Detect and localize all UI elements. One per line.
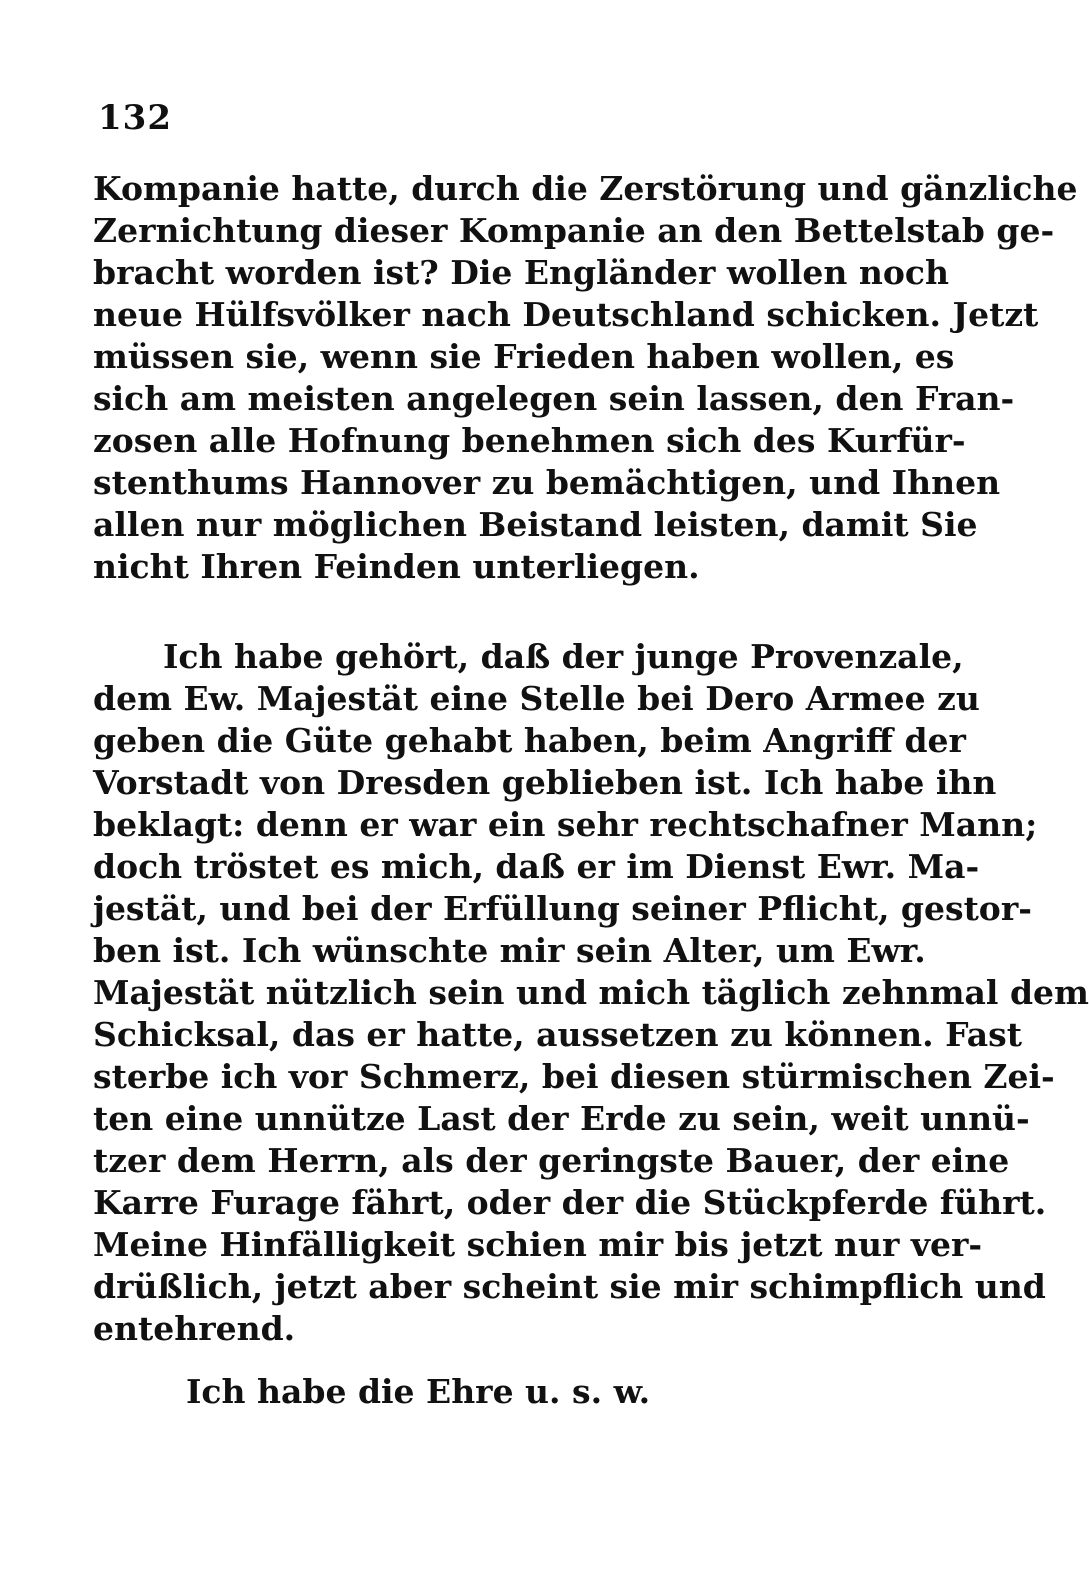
text-line: allen nur möglichen Beistand leisten, damit Sie	[93, 505, 978, 544]
closing-line	[93, 1371, 821, 1413]
text-line: jestät, und bei der Erfüllung seiner Pflicht, gestor-	[93, 889, 1032, 928]
page-number: 132	[98, 98, 172, 138]
text-line: stenthums Hannover zu bemächtigen, und Ihnen	[93, 463, 1001, 502]
text-line: Vorstadt von Dresden geblieben ist. Ich habe ihn	[93, 763, 997, 802]
text-line: zosen alle Hofnung benehmen sich des Kurfür-	[93, 421, 966, 460]
text-line: dem Ew. Majestät eine Stelle bei Dero Armee zu	[93, 679, 980, 718]
text-line: nicht Ihren Feinden unterliegen.	[93, 547, 700, 586]
paragraph-2	[93, 636, 1089, 1350]
text-line: Zernichtung dieser Kompanie an den Bettelstab ge-	[93, 211, 1055, 250]
text-line: drüßlich, jetzt aber scheint sie mir schimpflich und	[93, 1267, 1046, 1306]
text-line: Kompanie hatte, durch die Zerstörung und gänzliche	[93, 169, 1078, 208]
text-line: sich am meisten angelegen sein lassen, den Fran-	[93, 379, 1015, 418]
text-line: beklagt: denn er war ein sehr rechtschafner Mann;	[93, 805, 1038, 844]
text-line: Ich habe die Ehre u. s. w.	[186, 1372, 651, 1411]
paragraph-1	[93, 168, 1078, 588]
text-line: Ich habe gehört, daß der junge Provenzale,	[163, 637, 964, 676]
text-line: Meine Hinfälligkeit schien mir bis jetzt nur ver-	[93, 1225, 983, 1264]
text-line: Majestät nützlich sein und mich täglich zehnmal dem	[93, 973, 1089, 1012]
text-line: Schicksal, das er hatte, aussetzen zu können. Fast	[93, 1015, 1022, 1054]
text-line: ben ist. Ich wünschte mir sein Alter, um Ewr.	[93, 931, 926, 970]
text-line: doch tröstet es mich, daß er im Dienst Ewr. Ma-	[93, 847, 980, 886]
text-line: entehrend.	[93, 1309, 296, 1348]
text-line: geben die Güte gehabt haben, beim Angriff der	[93, 721, 966, 760]
text-line: sterbe ich vor Schmerz, bei diesen stürmischen Zei-	[93, 1057, 1055, 1096]
text-line: neue Hülfsvölker nach Deutschland schicken. Jetzt	[93, 295, 1039, 334]
text-line: müssen sie, wenn sie Frieden haben wollen, es	[93, 337, 955, 376]
text-line: tzer dem Herrn, als der geringste Bauer, der eine	[93, 1141, 1010, 1180]
text-line: bracht worden ist? Die Engländer wollen noch	[93, 253, 949, 292]
text-line: ten eine unnütze Last der Erde zu sein, weit unnü-	[93, 1099, 1030, 1138]
text-line: Karre Furage fährt, oder der die Stückpferde führt.	[93, 1183, 1047, 1222]
